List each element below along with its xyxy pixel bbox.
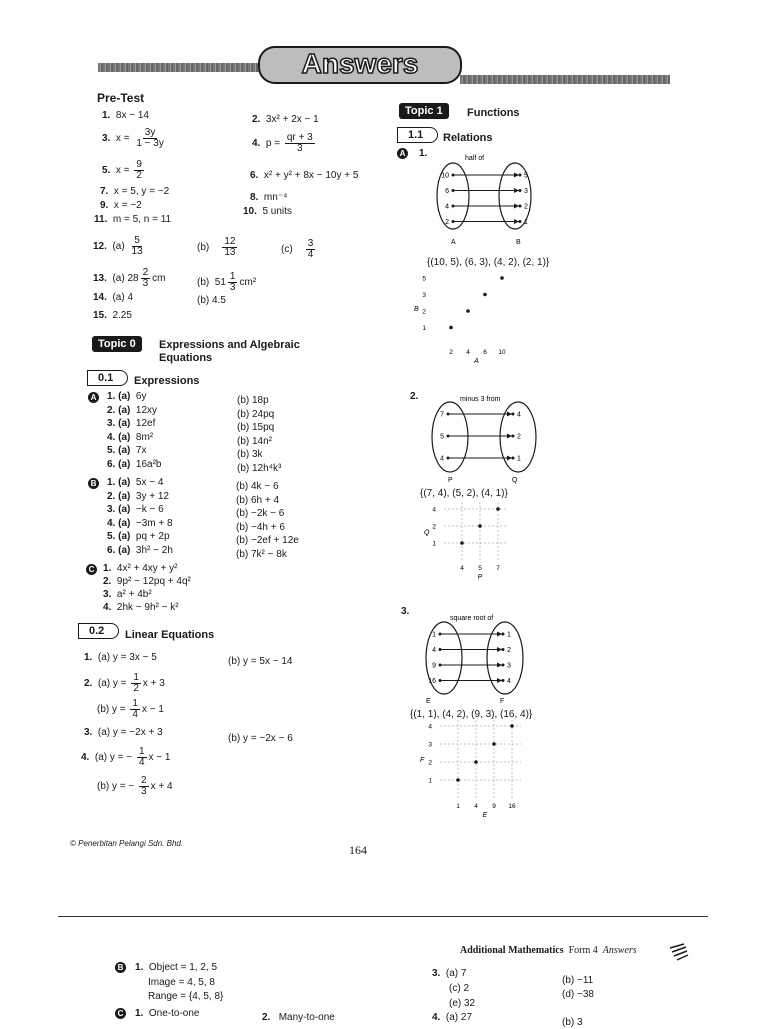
codomain-dot [519,220,522,223]
relation-q3-label: square root of [450,615,494,622]
domain-element: 5 [440,433,444,441]
graph-x-axis-label: A [474,358,479,365]
graph-y-axis-label: F [420,757,425,764]
answer-b: (b) 14n² [237,435,273,447]
expression-answer-row [103,602,179,614]
relation-q3-arrow-diagram [418,610,558,706]
graph-x-axis-label: E [482,812,488,819]
answer-a: 2hk − 9h² − k² [116,602,179,613]
question-number: 4. (a) [107,517,131,529]
graph-point [474,760,478,764]
pretest-q10: 10. 5 units [243,206,292,217]
next-r3a: 3. (a) 7 [432,968,467,979]
pretest-q13a: 13. (a) 28 $\frac{2}{3}$ cm [93,267,166,289]
relation-q3-pairs: {(1, 1), (4, 2), (9, 3), (16, 4)} [410,709,533,720]
relation-q3-set-b: F [500,698,505,705]
next-r3b: (b) −11 [562,975,594,986]
answer-b: (b) 4k − 6 [236,481,279,492]
question-number: 2. (a) [107,490,131,502]
graph-point [466,309,470,313]
answer-a: 3h² − 2h [135,544,173,556]
pretest-q12b: (b) $\frac{12}{13}$ [197,236,236,258]
topic0-title-line2: Equations [159,352,213,364]
question-number: 6. (a) [107,458,131,470]
linear-eq-1a: 1. (a) y = 3x − 5 [84,652,157,663]
question-number: 4. [103,602,112,613]
graph-point [500,276,504,280]
y-tick-label: 3 [428,741,432,749]
answer-b: (b) 15pq [237,422,275,433]
answer-a: pq + 2p [135,531,170,542]
corner-hatch-icon [670,944,688,960]
banner-title: Answers [258,46,462,84]
answer-a: 8m² [135,431,154,443]
x-tick-label: 4 [474,803,478,810]
pretest-q5: 5. x = $\frac{9}{2}$ [102,159,142,181]
answer-b: (b) 7k² − 8k [236,548,287,560]
question-number: 5. (a) [107,445,131,456]
codomain-dot [512,413,515,416]
x-tick-label: 4 [466,349,470,356]
answer-a: 16a²b [135,458,162,470]
answer-a: 7x [135,445,147,456]
relation-q3-graph [410,723,520,840]
relation-q3-codomain-set [487,622,523,694]
answer-a: 6y [135,391,147,402]
topic0-title-line1: Expressions and Algebraic [159,339,300,351]
linear-eq-3b: (b) y = −2x − 6 [228,733,293,744]
next-b1-line2: Image = 4, 5, 8 [148,977,215,988]
relation-q2-domain-set [432,402,468,472]
expression-answer-row [107,491,169,503]
question-number: 1. [103,563,112,574]
answer-b: (b) 6h + 4 [236,494,280,506]
x-tick-label: 10 [498,349,506,356]
exercise-marker-b-icon: B [88,478,99,489]
pretest-q14b: (b) 4.5 [197,295,226,306]
answer-a: 4x² + 4xy + y² [116,563,178,574]
codomain-element: 2 [517,433,521,441]
next-r4b: (b) 3 [562,1017,583,1028]
answer-b: (b) 3k [237,449,263,460]
expression-answer-row [107,531,170,543]
pretest-heading: Pre-Test [97,91,145,105]
graph-x-axis-label: P [477,574,483,581]
domain-element: 16 [428,678,436,685]
pretest-q9: 9. x = −2 [100,200,142,211]
relation-q2-label: minus 3 from [460,396,501,403]
question-number: 3. (a) [107,504,131,515]
graph-point [478,524,482,528]
codomain-dot [502,664,505,667]
codomain-dot [519,205,522,208]
linear-eq-3a: 3. (a) y = −2x + 3 [84,727,163,738]
linear-eq-4a: 4. (a) y = − $\frac{1}{4}$ x − 1 [81,746,171,768]
arrow-head-icon [514,188,519,193]
graph-point [496,507,500,511]
question-number: 2. (a) [107,404,131,416]
page-break-line [58,916,708,917]
arrow-head-icon [507,456,512,461]
y-tick-label: 2 [432,523,436,531]
domain-element: 1 [432,631,436,639]
relation-q3-number: 3. [401,606,410,617]
expression-answer-row [103,589,152,601]
graph-point [456,778,460,782]
arrow-head-icon [507,434,512,439]
codomain-dot [502,633,505,636]
answer-b: (b) 12h⁴k³ [237,462,282,474]
question-number: 3. [103,589,112,600]
expression-answer-row [107,545,173,557]
graph-point [492,742,496,746]
codomain-element: 3 [524,188,528,195]
linear-eq-1b: (b) y = 5x − 14 [228,656,293,667]
answer-b: (b) 18p [237,395,269,406]
publisher-credit: © Penerbitan Pelangi Sdn. Bhd. [70,839,184,848]
arrow-head-icon [514,219,519,224]
banner-bar-left [98,63,268,72]
arrow-head-icon [497,678,502,683]
y-tick-label: 2 [428,759,432,767]
relation-q1-pairs: {(10, 5), (6, 3), (4, 2), (2, 1)} [427,257,550,268]
question-number: 5. (a) [107,531,131,542]
pretest-q12c: (c) $\frac{3}{4}$ [281,238,314,260]
expression-answer-row [107,459,161,471]
codomain-element: 1 [507,631,511,639]
expression-answer-row [107,405,157,417]
pretest-q8: 8. mn⁻⁴ [250,192,288,203]
exercise-marker-a-icon: A [88,392,99,403]
answer-b: (b) −4h + 6 [236,521,285,533]
relation-q1-number: 1. [419,148,428,159]
topic1-badge: Topic 1 [399,103,449,119]
section-0-2-title: Linear Equations [125,629,215,641]
expression-answer-row [107,477,163,489]
relation-q2-graph [416,504,516,600]
question-number: 1. (a) [107,391,131,402]
domain-element: 7 [440,411,444,419]
y-tick-label: 1 [432,540,436,548]
relation-q2-pairs: {(7, 4), (5, 2), (4, 1)} [420,488,508,499]
codomain-element: 1 [524,219,528,226]
codomain-dot [512,435,515,438]
pretest-q7: 7. x = 5, y = −2 [100,186,170,197]
topic0-badge: Topic 0 [92,336,142,352]
x-tick-label: 7 [496,565,500,572]
section-1-1-title: Relations [443,132,493,144]
y-tick-label: 2 [422,308,426,316]
exercise-marker-c-icon: C [115,1008,126,1019]
codomain-element: 5 [524,172,528,180]
codomain-element: 4 [517,411,521,419]
pretest-q15: 15. 2.25 [93,310,132,321]
relation-q2-set-a: P [448,477,453,484]
domain-element: 4 [440,455,444,463]
answer-a: −3m + 8 [135,517,173,529]
expression-answer-row [103,563,177,575]
graph-point [510,724,514,728]
graph-point [483,293,487,297]
y-tick-label: 1 [422,325,426,332]
codomain-dot [512,457,515,460]
expression-answer-row [107,391,146,403]
x-tick-label: 5 [478,565,482,572]
next-c1: 1. One-to-one [135,1008,200,1019]
relation-q1-arrow-diagram [415,148,555,250]
arrow-head-icon [514,173,519,178]
exercise-marker-b-icon: B [115,962,126,973]
linear-eq-2a: 2. (a) y = $\frac{1}{2}$ x + 3 [84,672,165,694]
answer-a: 12ef [135,418,156,429]
question-number: 1. (a) [107,477,131,488]
relation-q2-arrow-diagram [420,392,560,500]
codomain-dot [502,679,505,682]
next-r3d: (d) −38 [562,989,594,1000]
arrow-head-icon [507,412,512,417]
question-number: 3. (a) [107,418,131,429]
relation-q3-set-a: E [426,698,431,705]
next-r3e: (e) 32 [449,998,476,1009]
pretest-q6: 6. x² + y² + 8x − 10y + 5 [250,170,359,181]
question-number: 2. [103,576,112,587]
pretest-q2: 2. 3x² + 2x − 1 [252,114,319,125]
pretest-q14a: 14. (a) 4 [93,292,134,303]
answer-b: (b) 24pq [237,408,275,420]
answer-b: (b) −2ef + 12e [236,535,299,546]
next-b1-line3: Range = {4, 5, 8} [148,991,224,1002]
expression-answer-row [107,504,164,516]
arrow-head-icon [497,663,502,668]
answer-a: 9p² − 12pq + 4q² [116,576,191,587]
linear-eq-2b: (b) y = $\frac{1}{4}$ x − 1 [97,698,164,720]
domain-element: 4 [432,647,436,654]
domain-element: 6 [445,188,449,195]
answer-a: a² + 4b² [116,589,152,600]
y-tick-label: 1 [428,777,432,785]
graph-y-axis-label: Q [424,529,430,537]
domain-element: 9 [432,662,436,670]
section-1-1-badge: 1.1 [397,127,438,143]
codomain-element: 1 [517,455,521,463]
pretest-q13b: (b) 51 $\frac{1}{3}$ cm² [197,271,257,293]
answer-b: (b) −2k − 6 [236,508,285,519]
answer-a: −k − 6 [135,504,164,515]
expression-answer-row [107,418,155,430]
linear-eq-4b: (b) y = − $\frac{2}{3}$ x + 4 [97,775,173,797]
y-tick-label: 5 [422,275,426,283]
x-tick-label: 4 [460,565,464,572]
expression-answer-row [103,576,191,588]
topic1-title: Functions [467,107,520,119]
pretest-q12a: 12. (a) $\frac{5}{13}$ [93,235,143,257]
domain-element: 2 [445,219,449,226]
y-tick-label: 4 [428,723,432,731]
x-tick-label: 9 [492,803,496,810]
codomain-dot [519,189,522,192]
exercise-marker-c-icon: C [86,564,97,575]
relation-q1-label: half of [465,155,485,162]
section-0-2-badge: 0.2 [78,623,119,639]
pretest-q3: 3. x = $\frac{3y}{1 - 3y}$ [102,127,164,149]
relation-q1-set-b: B [516,239,521,246]
pretest-q4: 4. p = $\frac{qr + 3}{3}$ [252,132,313,154]
section-0-1-badge: 0.1 [87,370,128,386]
next-b1-line1: 1. Object = 1, 2, 5 [135,962,218,973]
pretest-q1: 1. 8x − 14 [102,110,149,121]
codomain-element: 4 [507,678,511,685]
x-tick-label: 1 [456,803,460,810]
expression-answer-row [107,445,146,457]
section-0-1-title: Expressions [134,375,200,387]
page-number: 164 [349,843,367,857]
question-number: 4. (a) [107,431,131,443]
arrow-head-icon [497,647,502,652]
next-r3c: (c) 2 [449,983,469,994]
relation-q2-set-b: Q [512,477,518,484]
answer-a: 12xy [135,404,158,416]
relation-q1-set-a: A [451,239,456,246]
codomain-dot [519,174,522,177]
codomain-element: 2 [507,647,511,654]
answer-a: 3y + 12 [135,490,169,502]
next-r4a: 4. (a) 27 [432,1012,473,1023]
codomain-element: 3 [507,662,511,670]
question-number: 6. (a) [107,544,131,556]
graph-y-axis-label: B [414,306,419,313]
arrow-head-icon [514,204,519,209]
answer-a: 5x − 4 [135,477,164,488]
banner-bar-right [460,75,670,84]
relation-q1-graph [412,275,522,376]
x-tick-label: 6 [483,349,487,356]
domain-element: 10 [441,172,449,180]
graph-point [460,541,464,545]
next-c2: 2. Many-to-one [262,1012,335,1023]
codomain-element: 2 [524,203,528,211]
arrow-head-icon [497,632,502,637]
next-page-header: Additional Mathematics Form 4 Answers [460,945,637,956]
expression-answer-row [107,432,153,444]
codomain-dot [502,648,505,651]
y-tick-label: 4 [432,506,436,514]
domain-element: 4 [445,203,449,211]
graph-point [449,326,453,330]
x-tick-label: 16 [508,803,516,810]
expression-answer-row [107,518,173,530]
y-tick-label: 3 [422,292,426,299]
relation-q2-number: 2. [410,391,419,402]
pretest-q11: 11. m = 5, n = 11 [94,214,172,225]
exercise-marker-a-icon: A [397,148,408,159]
x-tick-label: 2 [449,349,453,356]
